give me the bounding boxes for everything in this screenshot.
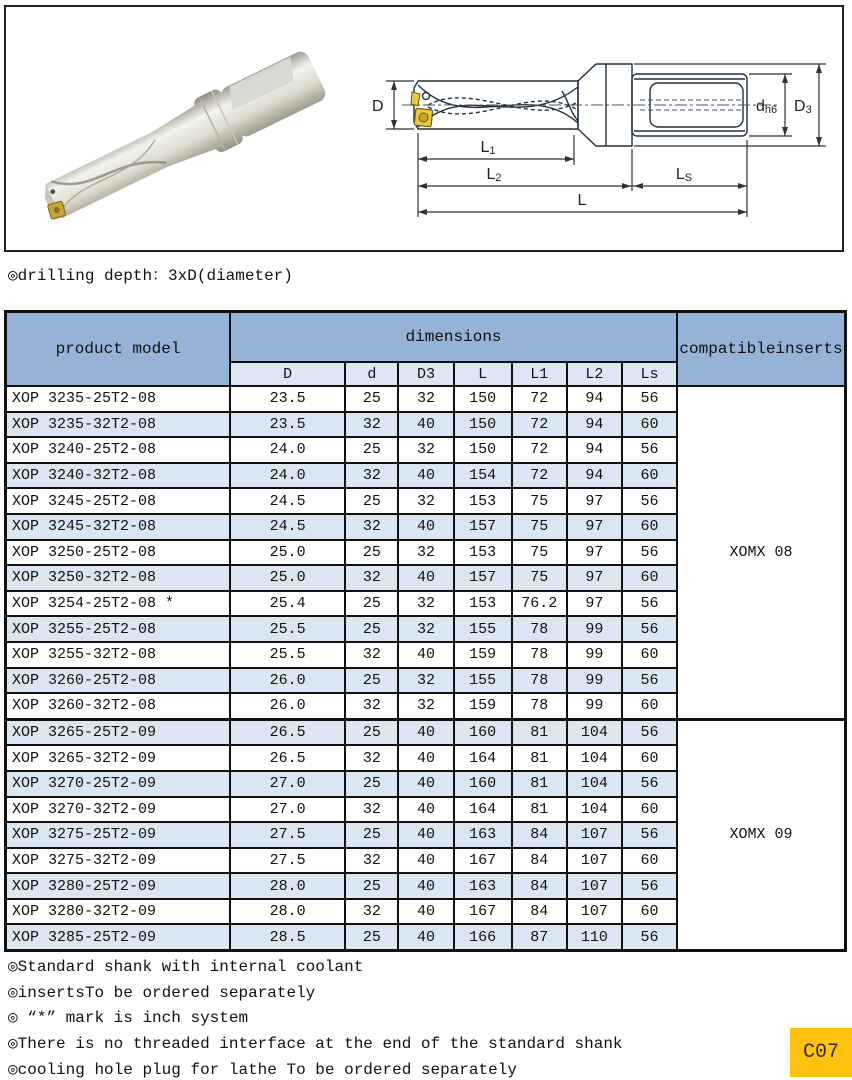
dim-cell: 157	[454, 565, 512, 591]
dim-cell: 40	[398, 822, 453, 848]
table-row	[6, 386, 846, 412]
dim-cell: 28.0	[230, 899, 345, 925]
dim-cell: 110	[567, 924, 622, 950]
dim-cell: 25	[345, 822, 398, 848]
dim-cell: 26.0	[230, 668, 345, 694]
dim-cell: 25.0	[230, 565, 345, 591]
dim-cell: 32	[398, 488, 453, 514]
dim-cell: 60	[622, 745, 677, 771]
model-cell: XOP 3240-32T2-08	[6, 463, 231, 489]
dim-cell: 75	[512, 565, 567, 591]
dim-cell: 32	[345, 745, 398, 771]
model-cell: XOP 3280-32T2-09	[6, 899, 231, 925]
footer-note-line: ◎Standard shank with internal coolant	[8, 958, 364, 976]
model-cell: XOP 3245-25T2-08	[6, 488, 231, 514]
dim-cell: 78	[512, 668, 567, 694]
header-compatible-inserts: compatibleinserts	[677, 312, 845, 387]
dim-cell: 163	[454, 822, 512, 848]
dim-cell: 56	[622, 386, 677, 412]
dim-cell: 104	[567, 745, 622, 771]
dim-cell: 155	[454, 616, 512, 642]
dim-L2	[418, 166, 632, 189]
dim-cell: 25	[345, 668, 398, 694]
dim-cell: 164	[454, 797, 512, 823]
dim-cell: 32	[345, 693, 398, 719]
dim-cell: 75	[512, 514, 567, 540]
dim-cell: 56	[622, 873, 677, 899]
header-col-L1: L1	[512, 362, 567, 386]
model-cell: XOP 3260-25T2-08	[6, 668, 231, 694]
footer-note-line: ◎There is no threaded interface at the end of the standard shank	[8, 1035, 623, 1054]
dim-cell: 40	[398, 719, 453, 745]
header-col-D: D	[230, 362, 345, 386]
dim-L1	[418, 139, 574, 162]
dim-cell: 56	[622, 719, 677, 745]
dim-cell: 56	[622, 437, 677, 463]
dim-cell: 60	[622, 514, 677, 540]
dim-cell: 56	[622, 668, 677, 694]
dim-cell: 40	[398, 899, 453, 925]
dim-cell: 27.0	[230, 771, 345, 797]
dim-cell: 40	[398, 514, 453, 540]
dim-cell: 99	[567, 693, 622, 719]
dim-cell: 160	[454, 771, 512, 797]
dim-cell: 153	[454, 591, 512, 617]
dim-cell: 32	[398, 591, 453, 617]
model-cell: XOP 3265-25T2-09	[6, 719, 231, 745]
drill-body-photo	[32, 46, 330, 232]
model-cell: XOP 3254-25T2-08 *	[6, 591, 231, 617]
dim-cell: 28.5	[230, 924, 345, 950]
dim-cell: 40	[398, 873, 453, 899]
dim-cell: 60	[622, 642, 677, 668]
footer-note-line: ◎ “*” mark is inch system	[8, 1009, 249, 1028]
dim-cell: 81	[512, 719, 567, 745]
dim-cell: 25.0	[230, 540, 345, 566]
dim-cell: 32	[345, 412, 398, 438]
dim-cell: 60	[622, 797, 677, 823]
dim-cell: 25.4	[230, 591, 345, 617]
header-col-D3: D3	[398, 362, 453, 386]
dim-cell: 25	[345, 924, 398, 950]
dim-cell: 56	[622, 488, 677, 514]
model-cell: XOP 3235-32T2-08	[6, 412, 231, 438]
dim-L	[418, 192, 747, 215]
model-cell: XOP 3280-25T2-09	[6, 873, 231, 899]
dim-cell: 25	[345, 616, 398, 642]
header-dimensions: dimensions	[230, 312, 677, 363]
dim-cell: 163	[454, 873, 512, 899]
dim-cell: 97	[567, 591, 622, 617]
dim-cell: 40	[398, 463, 453, 489]
dim-cell: 32	[345, 565, 398, 591]
svg-text:D3: D3	[794, 98, 812, 116]
dim-cell: 160	[454, 719, 512, 745]
dim-cell: 76.2	[512, 591, 567, 617]
insert-icon	[47, 201, 66, 220]
dim-cell: 153	[454, 488, 512, 514]
dim-cell: 157	[454, 514, 512, 540]
illustration-panel	[4, 5, 844, 252]
model-cell: XOP 3245-32T2-08	[6, 514, 231, 540]
dim-cell: 40	[398, 412, 453, 438]
dim-cell: 56	[622, 540, 677, 566]
dim-cell: 26.5	[230, 719, 345, 745]
svg-text:L1: L1	[480, 139, 496, 157]
dim-cell: 166	[454, 924, 512, 950]
header-col-d: d	[345, 362, 398, 386]
dim-cell: 24.5	[230, 488, 345, 514]
table-row	[6, 719, 846, 745]
dim-cell: 94	[567, 437, 622, 463]
dim-cell: 78	[512, 642, 567, 668]
dim-cell: 40	[398, 848, 453, 874]
dim-cell: 159	[454, 642, 512, 668]
header-col-Ls: Ls	[622, 362, 677, 386]
dim-cell: 60	[622, 463, 677, 489]
dim-cell: 154	[454, 463, 512, 489]
dim-cell: 84	[512, 873, 567, 899]
dim-cell: 40	[398, 745, 453, 771]
dim-cell: 75	[512, 540, 567, 566]
coolant-hole-icon	[423, 93, 430, 100]
dim-cell: 84	[512, 848, 567, 874]
dim-cell: 25	[345, 591, 398, 617]
dim-cell: 25.5	[230, 616, 345, 642]
product-table	[4, 310, 847, 952]
footer-note-line: ◎cooling hole plug for lathe To be ordered separately	[8, 1060, 517, 1079]
dim-cell: 23.5	[230, 386, 345, 412]
model-cell: XOP 3255-25T2-08	[6, 616, 231, 642]
dim-cell: 25	[345, 873, 398, 899]
drilling-depth-note: ◎drilling depth：3xD(diameter)	[8, 267, 293, 285]
dim-cell: 97	[567, 514, 622, 540]
dim-cell: 25	[345, 540, 398, 566]
dim-cell: 167	[454, 899, 512, 925]
dim-Ls	[632, 166, 747, 189]
dim-cell: 164	[454, 745, 512, 771]
dim-cell: 27.0	[230, 797, 345, 823]
dim-cell: 60	[622, 848, 677, 874]
svg-text:L2: L2	[486, 166, 502, 184]
dim-cell: 25	[345, 771, 398, 797]
dim-cell: 60	[622, 565, 677, 591]
model-cell: XOP 3250-25T2-08	[6, 540, 231, 566]
dim-cell: 56	[622, 591, 677, 617]
dim-cell: 40	[398, 771, 453, 797]
dim-cell: 99	[567, 642, 622, 668]
dim-cell: 32	[398, 616, 453, 642]
dim-cell: 72	[512, 437, 567, 463]
dim-cell: 27.5	[230, 848, 345, 874]
svg-text:LS: LS	[675, 166, 693, 184]
dim-cell: 150	[454, 386, 512, 412]
model-cell: XOP 3250-32T2-08	[6, 565, 231, 591]
dim-cell: 25	[345, 386, 398, 412]
dim-cell: 159	[454, 693, 512, 719]
dim-cell: 32	[345, 463, 398, 489]
dim-cell: 32	[345, 642, 398, 668]
model-cell: XOP 3265-32T2-09	[6, 745, 231, 771]
dim-cell: 150	[454, 437, 512, 463]
product-photo	[14, 13, 364, 241]
dim-cell: 107	[567, 822, 622, 848]
dim-dh6	[749, 74, 792, 136]
dim-cell: 32	[345, 797, 398, 823]
dim-cell: 60	[622, 693, 677, 719]
footer-note-line: ◎insertsTo be ordered separately	[8, 983, 316, 1002]
model-cell: XOP 3270-32T2-09	[6, 797, 231, 823]
dim-cell: 28.0	[230, 873, 345, 899]
dim-cell: 27.5	[230, 822, 345, 848]
model-cell: XOP 3275-25T2-09	[6, 822, 231, 848]
dim-cell: 78	[512, 616, 567, 642]
dim-cell: 25	[345, 488, 398, 514]
footer-notes	[8, 955, 623, 1080]
model-cell: XOP 3255-32T2-08	[6, 642, 231, 668]
dimension-diagram	[366, 49, 844, 247]
dim-cell: 81	[512, 771, 567, 797]
dim-cell: 87	[512, 924, 567, 950]
dim-cell: 32	[398, 693, 453, 719]
dim-cell: 99	[567, 668, 622, 694]
dim-cell: 94	[567, 386, 622, 412]
model-cell: XOP 3275-32T2-09	[6, 848, 231, 874]
model-cell: XOP 3285-25T2-09	[6, 924, 231, 950]
dim-cell: 60	[622, 899, 677, 925]
dim-cell: 75	[512, 488, 567, 514]
dim-cell: 150	[454, 412, 512, 438]
model-cell: XOP 3235-25T2-08	[6, 386, 231, 412]
dim-cell: 32	[398, 386, 453, 412]
svg-text:dh6: dh6	[756, 98, 778, 116]
dim-cell: 40	[398, 797, 453, 823]
dim-cell: 40	[398, 642, 453, 668]
dim-cell: 97	[567, 565, 622, 591]
dim-cell: 32	[345, 848, 398, 874]
dim-cell: 153	[454, 540, 512, 566]
dim-cell: 26.5	[230, 745, 345, 771]
dim-cell: 81	[512, 797, 567, 823]
dim-cell: 107	[567, 848, 622, 874]
dim-cell: 24.5	[230, 514, 345, 540]
dim-cell: 107	[567, 873, 622, 899]
dim-cell: 32	[345, 514, 398, 540]
header-col-L2: L2	[567, 362, 622, 386]
dim-cell: 60	[622, 412, 677, 438]
header-col-L: L	[454, 362, 512, 386]
dim-cell: 25	[345, 437, 398, 463]
model-cell: XOP 3240-25T2-08	[6, 437, 231, 463]
drill-outline	[402, 64, 778, 146]
table-body	[6, 386, 846, 951]
dim-cell: 56	[622, 822, 677, 848]
page-code-badge: C07	[790, 1028, 852, 1077]
header-product-model: product model	[6, 312, 231, 387]
dim-cell: 56	[622, 924, 677, 950]
dim-cell: 40	[398, 565, 453, 591]
dim-cell: 104	[567, 797, 622, 823]
dim-cell: 72	[512, 463, 567, 489]
dim-cell: 72	[512, 386, 567, 412]
dim-cell: 78	[512, 693, 567, 719]
model-cell: XOP 3270-25T2-09	[6, 771, 231, 797]
dim-cell: 56	[622, 616, 677, 642]
svg-text:L: L	[577, 192, 587, 209]
dim-cell: 81	[512, 745, 567, 771]
dim-cell: 155	[454, 668, 512, 694]
dim-cell: 24.0	[230, 463, 345, 489]
dim-cell: 107	[567, 899, 622, 925]
dim-cell: 25.5	[230, 642, 345, 668]
dim-cell: 84	[512, 899, 567, 925]
dim-cell: 24.0	[230, 437, 345, 463]
inserts-cell: XOMX 08	[677, 386, 845, 719]
dim-cell: 84	[512, 822, 567, 848]
dim-cell: 97	[567, 540, 622, 566]
dim-cell: 32	[345, 899, 398, 925]
dim-cell: 72	[512, 412, 567, 438]
dim-cell: 104	[567, 771, 622, 797]
dim-cell: 99	[567, 616, 622, 642]
dim-cell: 94	[567, 463, 622, 489]
model-cell: XOP 3260-32T2-08	[6, 693, 231, 719]
dim-cell: 40	[398, 924, 453, 950]
dim-cell: 97	[567, 488, 622, 514]
dim-cell: 32	[398, 437, 453, 463]
dim-cell: 104	[567, 719, 622, 745]
dim-cell: 56	[622, 771, 677, 797]
dim-cell: 32	[398, 540, 453, 566]
dim-cell: 167	[454, 848, 512, 874]
inserts-cell: XOMX 09	[677, 719, 845, 950]
svg-text:D: D	[372, 98, 384, 115]
dim-cell: 32	[398, 668, 453, 694]
dim-cell: 23.5	[230, 412, 345, 438]
dim-cell: 25	[345, 719, 398, 745]
dim-cell: 26.0	[230, 693, 345, 719]
dim-cell: 94	[567, 412, 622, 438]
